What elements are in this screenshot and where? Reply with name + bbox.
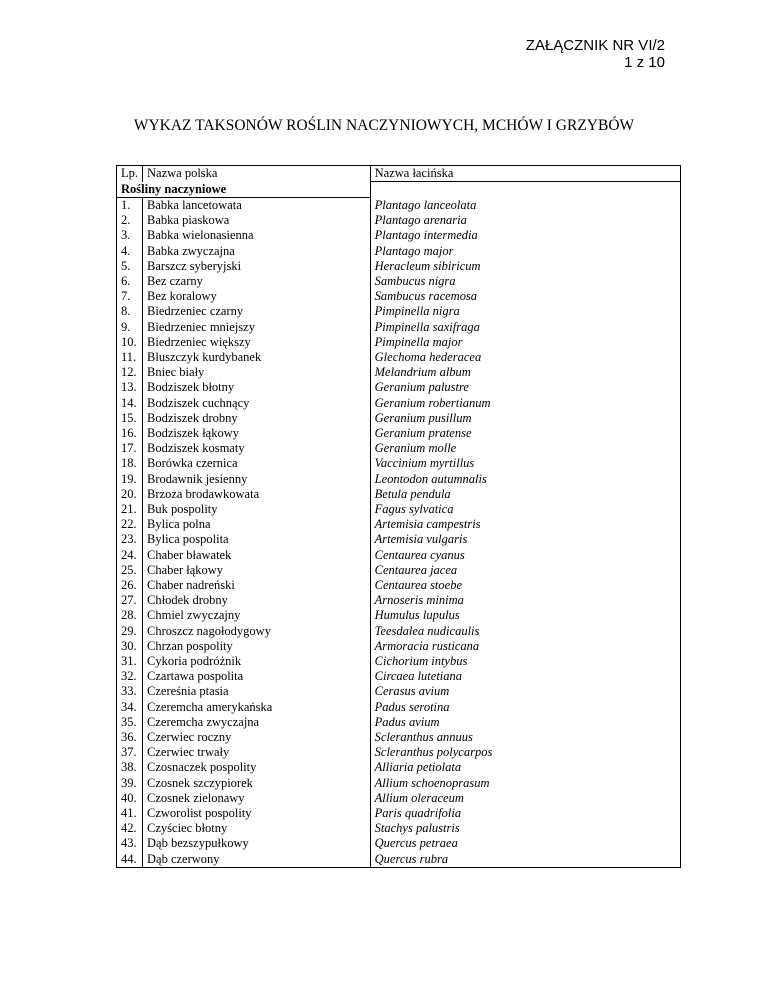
page-number: 1 z 10 [624,54,665,71]
taxa-table [116,165,681,868]
latin-name: Melandrium album [370,365,680,380]
row-number: 44. [117,852,143,868]
table-row [117,563,681,578]
table-row [117,821,681,836]
section-latin-empty [370,182,680,198]
row-number: 29. [117,624,143,639]
row-number: 9. [117,320,143,335]
polish-name: Barszcz syberyjski [143,259,371,274]
table-row [117,684,681,699]
row-number: 5. [117,259,143,274]
table-row [117,578,681,593]
page-header [526,37,665,71]
latin-name: Leontodon autumnalis [370,472,680,487]
table-row [117,776,681,791]
row-number: 1. [117,197,143,213]
table-row [117,441,681,456]
latin-name: Heracleum sibiricum [370,259,680,274]
polish-name: Czeremcha zwyczajna [143,715,371,730]
row-number: 3. [117,228,143,243]
row-number: 19. [117,472,143,487]
row-number: 36. [117,730,143,745]
row-number: 17. [117,441,143,456]
table-row [117,380,681,395]
row-number: 25. [117,563,143,578]
polish-name: Biedrzeniec czarny [143,304,371,319]
latin-name: Artemisia campestris [370,517,680,532]
latin-name: Padus avium [370,715,680,730]
row-number: 16. [117,426,143,441]
polish-name: Czosnek zielonawy [143,791,371,806]
table-row [117,396,681,411]
table-row [117,654,681,669]
latin-name: Centaurea cyanus [370,548,680,563]
row-number: 13. [117,380,143,395]
polish-name: Chaber łąkowy [143,563,371,578]
row-number: 21. [117,502,143,517]
latin-name: Geranium molle [370,441,680,456]
row-number: 39. [117,776,143,791]
row-number: 23. [117,532,143,547]
polish-name: Chrzan pospolity [143,639,371,654]
table-row [117,197,681,213]
row-number: 32. [117,669,143,684]
table-row [117,836,681,851]
row-number: 8. [117,304,143,319]
table-row [117,259,681,274]
polish-name: Bniec biały [143,365,371,380]
polish-name: Czosnek szczypiorek [143,776,371,791]
row-number: 6. [117,274,143,289]
table-row [117,426,681,441]
latin-name: Glechoma hederacea [370,350,680,365]
polish-name: Bodziszek błotny [143,380,371,395]
row-number: 28. [117,608,143,623]
latin-name: Geranium palustre [370,380,680,395]
table-row [117,456,681,471]
polish-name: Buk pospolity [143,502,371,517]
table-header-row [117,166,681,182]
row-number: 31. [117,654,143,669]
latin-name: Geranium pusillum [370,411,680,426]
latin-name: Centaurea jacea [370,563,680,578]
latin-name: Plantago lanceolata [370,197,680,213]
table-row [117,532,681,547]
polish-name: Biedrzeniec mniejszy [143,320,371,335]
table-row [117,852,681,868]
row-number: 2. [117,213,143,228]
row-number: 11. [117,350,143,365]
header-lp: Lp. [117,166,143,182]
row-number: 10. [117,335,143,350]
latin-name: Alliaria petiolata [370,760,680,775]
latin-name: Padus serotina [370,700,680,715]
table-row [117,304,681,319]
latin-name: Fagus sylvatica [370,502,680,517]
header-polish-name: Nazwa polska [143,166,371,182]
polish-name: Bez czarny [143,274,371,289]
latin-name: Paris quadrifolia [370,806,680,821]
latin-name: Stachys palustris [370,821,680,836]
section-title: Rośliny naczyniowe [117,182,371,198]
latin-name: Cerasus avium [370,684,680,699]
table-row [117,320,681,335]
latin-name: Scleranthus polycarpos [370,745,680,760]
table-row [117,472,681,487]
polish-name: Chłodek drobny [143,593,371,608]
polish-name: Bodziszek cuchnący [143,396,371,411]
document-title: WYKAZ TAKSONÓW ROŚLIN NACZYNIOWYCH, MCHÓW I GRZYBÓW [133,117,635,134]
table-row [117,350,681,365]
latin-name: Betula pendula [370,487,680,502]
table-row [117,715,681,730]
table-row [117,289,681,304]
attachment-label: ZAŁĄCZNIK NR VI/2 [525,37,665,54]
latin-name: Quercus petraea [370,836,680,851]
row-number: 14. [117,396,143,411]
polish-name: Brodawnik jesienny [143,472,371,487]
latin-name: Allium oleraceum [370,791,680,806]
section-row [117,182,681,198]
polish-name: Dąb czerwony [143,852,371,868]
latin-name: Circaea lutetiana [370,669,680,684]
latin-name: Plantago arenaria [370,213,680,228]
row-number: 12. [117,365,143,380]
polish-name: Bodziszek łąkowy [143,426,371,441]
latin-name: Quercus rubra [370,852,680,868]
latin-name: Scleranthus annuus [370,730,680,745]
latin-name: Arnoseris minima [370,593,680,608]
table-row [117,700,681,715]
table-row [117,730,681,745]
latin-name: Sambucus racemosa [370,289,680,304]
latin-name: Teesdalea nudicaulis [370,624,680,639]
polish-name: Cykoria podróżnik [143,654,371,669]
table-row [117,669,681,684]
latin-name: Humulus lupulus [370,608,680,623]
polish-name: Babka piaskowa [143,213,371,228]
polish-name: Chaber nadreński [143,578,371,593]
latin-name: Pimpinella major [370,335,680,350]
table-row [117,274,681,289]
row-number: 34. [117,700,143,715]
latin-name: Sambucus nigra [370,274,680,289]
row-number: 24. [117,548,143,563]
polish-name: Czeremcha amerykańska [143,700,371,715]
polish-name: Czworolist pospolity [143,806,371,821]
polish-name: Czartawa pospolita [143,669,371,684]
table-row [117,791,681,806]
latin-name: Geranium robertianum [370,396,680,411]
polish-name: Bodziszek kosmaty [143,441,371,456]
latin-name: Geranium pratense [370,426,680,441]
row-number: 7. [117,289,143,304]
polish-name: Biedrzeniec większy [143,335,371,350]
polish-name: Bluszczyk kurdybanek [143,350,371,365]
polish-name: Bez koralowy [143,289,371,304]
row-number: 4. [117,244,143,259]
table-row [117,806,681,821]
polish-name: Babka zwyczajna [143,244,371,259]
polish-name: Dąb bezszypułkowy [143,836,371,851]
latin-name: Pimpinella nigra [370,304,680,319]
latin-name: Allium schoenoprasum [370,776,680,791]
table-row [117,624,681,639]
table-row [117,411,681,426]
table-row [117,244,681,259]
table-row [117,760,681,775]
latin-name: Plantago major [370,244,680,259]
row-number: 18. [117,456,143,471]
table-row [117,365,681,380]
polish-name: Czosnaczek pospolity [143,760,371,775]
row-number: 38. [117,760,143,775]
latin-name: Plantago intermedia [370,228,680,243]
table-row [117,228,681,243]
table-row [117,502,681,517]
latin-name: Pimpinella saxifraga [370,320,680,335]
polish-name: Czereśnia ptasia [143,684,371,699]
row-number: 33. [117,684,143,699]
table-row [117,213,681,228]
table-row [117,593,681,608]
polish-name: Chmiel zwyczajny [143,608,371,623]
table-row [117,548,681,563]
row-number: 37. [117,745,143,760]
latin-name: Artemisia vulgaris [370,532,680,547]
header-latin-name: Nazwa łacińska [370,166,680,182]
row-number: 43. [117,836,143,851]
polish-name: Babka wielonasienna [143,228,371,243]
polish-name: Czerwiec roczny [143,730,371,745]
row-number: 22. [117,517,143,532]
table-row [117,487,681,502]
table-row [117,639,681,654]
row-number: 15. [117,411,143,426]
polish-name: Czyściec błotny [143,821,371,836]
row-number: 20. [117,487,143,502]
table-row [117,608,681,623]
polish-name: Bylica pospolita [143,532,371,547]
polish-name: Borówka czernica [143,456,371,471]
polish-name: Brzoza brodawkowata [143,487,371,502]
latin-name: Vaccinium myrtillus [370,456,680,471]
row-number: 30. [117,639,143,654]
latin-name: Centaurea stoebe [370,578,680,593]
polish-name: Chroszcz nagołodygowy [143,624,371,639]
row-number: 27. [117,593,143,608]
table-row [117,517,681,532]
polish-name: Bodziszek drobny [143,411,371,426]
polish-name: Bylica polna [143,517,371,532]
polish-name: Babka lancetowata [143,197,371,213]
row-number: 35. [117,715,143,730]
table-row [117,335,681,350]
row-number: 41. [117,806,143,821]
polish-name: Chaber bławatek [143,548,371,563]
polish-name: Czerwiec trwały [143,745,371,760]
row-number: 26. [117,578,143,593]
row-number: 40. [117,791,143,806]
table-row [117,745,681,760]
latin-name: Armoracia rusticana [370,639,680,654]
row-number: 42. [117,821,143,836]
latin-name: Cichorium intybus [370,654,680,669]
